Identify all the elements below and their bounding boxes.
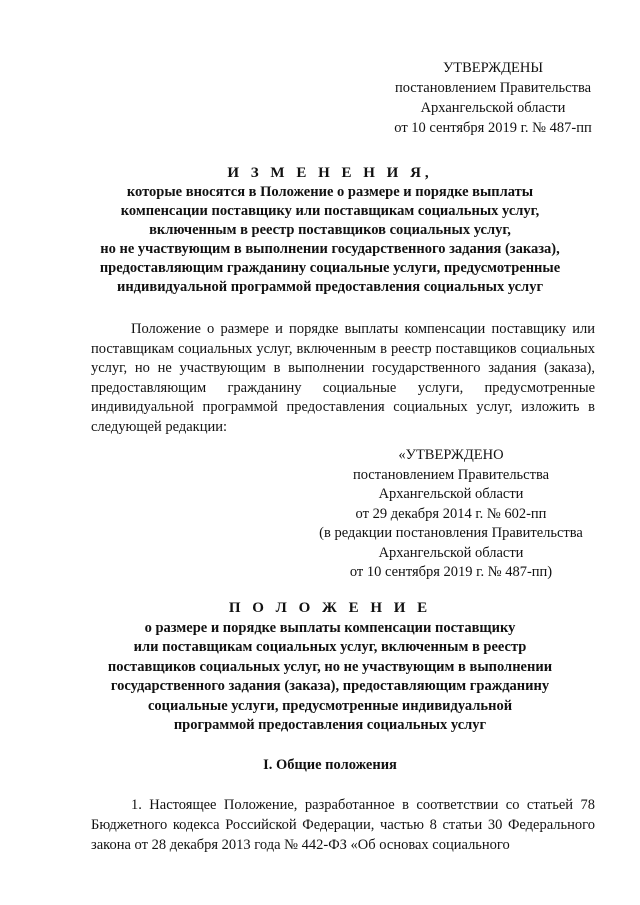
heading-line: включенным в реестр поставщиков социальных услуг, — [149, 222, 511, 238]
heading-line: государственного задания (заказа), предоставляющим гражданину — [110, 678, 550, 694]
approval-line: постановлением Правительства — [394, 80, 592, 96]
approval-title: УТВЕРЖДЕНЫ — [442, 60, 544, 76]
intro-paragraph: Положение о размере и порядке выплаты компенсации поставщику или поставщикам социальных услуг, включенным в реестр поставщиков социальных услуг, но не участвующим в выполнении государственного задания (заказа), предоставляющим гражданину социальные услуги, предусмотренные индивидуальной программой предоставления социальных услуг, изложить в следующей редакции: — [91, 321, 595, 435]
heading-line: о размере и порядке выплаты компенсации поставщику — [144, 619, 516, 636]
regulation-title: П О Л О Ж Е Н И Е — [228, 600, 432, 616]
approval-date: от 10 сентября 2019 г. № 487-пп) — [349, 564, 553, 580]
approval-line: постановлением Правительства — [352, 466, 550, 483]
regulation-heading — [60, 599, 600, 736]
section-title: I. Общие положения — [263, 757, 397, 773]
approval-date: от 29 декабря 2014 г. № 602-пп — [355, 505, 547, 522]
heading-line: или поставщикам социальных услуг, включенным в реестр — [133, 639, 527, 655]
approval-line: Архангельской области — [420, 100, 566, 116]
changes-heading — [60, 164, 600, 297]
approval-line: Архангельской области — [378, 544, 524, 561]
heading-line: компенсации поставщику или поставщикам социальных услуг, — [120, 203, 540, 219]
heading-line: программой предоставления социальных услуг — [173, 717, 487, 733]
paragraph-1: 1. Настоящее Положение, разработанное в соответствии со статьей 78 Бюджетного кодекса Российской Федерации, частью 8 статьи 30 Федерального закона от 28 декабря 2013 года № 442-ФЗ «Об основах социального — [91, 797, 595, 853]
heading-line: индивидуальной программой предоставления социальных услуг — [116, 279, 544, 295]
heading-line: предоставляющим гражданину социальные услуги, предусмотренные — [99, 260, 561, 276]
changes-title: И З М Е Н Е Н И Я, — [227, 165, 433, 181]
heading-line: социальные услуги, предусмотренные индивидуальной — [147, 697, 513, 714]
approval-date: от 10 сентября 2019 г. № 487-пп — [394, 120, 592, 136]
heading-line: поставщиков социальных услуг, но не участвующим в выполнении — [107, 658, 553, 675]
approval-line: Архангельской области — [378, 486, 524, 502]
approval-block-2 — [306, 446, 596, 583]
approval-line: (в редакции постановления Правительства — [319, 525, 583, 541]
heading-line: но не участвующим в выполнении государственного задания (заказа), — [100, 241, 560, 257]
approval-block — [380, 58, 606, 138]
approval-title: «УТВЕРЖДЕНО — [398, 447, 504, 463]
heading-line: которые вносятся в Положение о размере и порядке выплаты — [126, 184, 534, 200]
